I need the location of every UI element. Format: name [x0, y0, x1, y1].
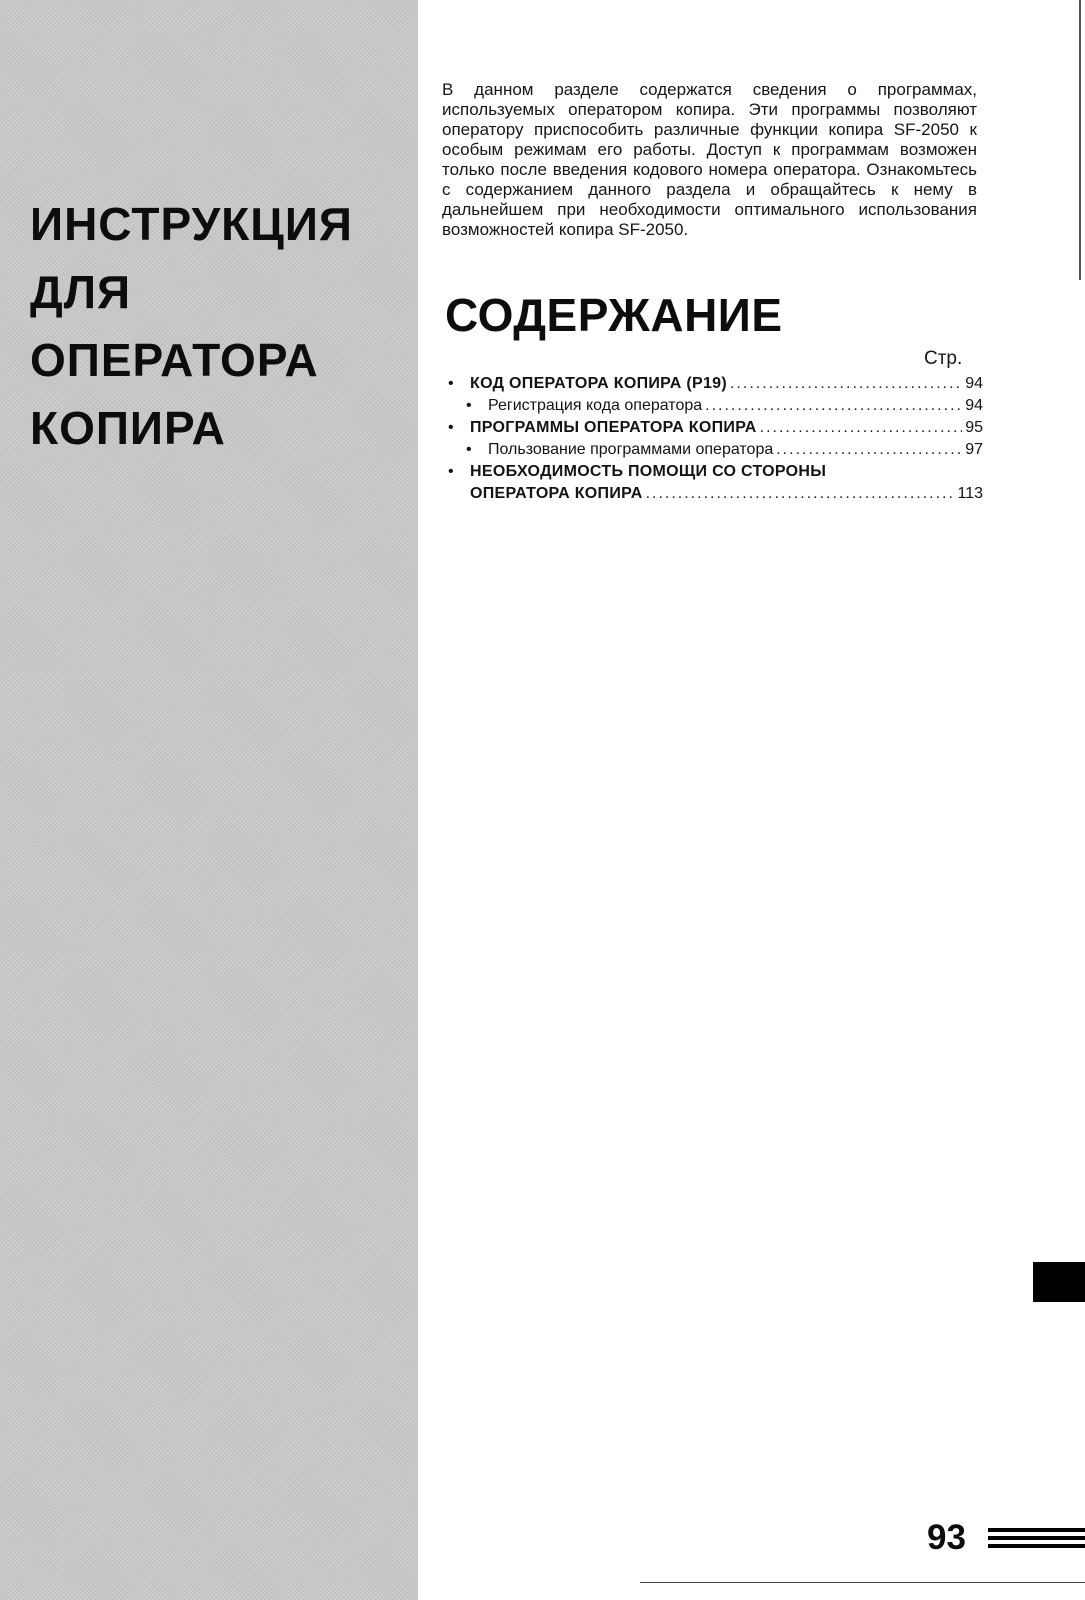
- toc-entry-title: КОД ОПЕРАТОРА КОПИРА (P19): [470, 375, 727, 392]
- page-number: 93: [927, 1518, 966, 1557]
- toc-entry-page: 97: [965, 441, 983, 458]
- section-title: [30, 190, 353, 462]
- toc-entry-title: ПРОГРАММЫ ОПЕРАТОРА КОПИРА: [470, 419, 757, 436]
- toc-leader-dots: [646, 483, 955, 505]
- bullet-icon: •: [466, 397, 472, 414]
- toc-entry-page: 113: [957, 485, 983, 502]
- intro-paragraph: В данном разделе содержатся сведения о программах, используемых оператором копира. Эти программы позволяют оператору приспособить различные функции копира SF-2050 к особым режимам его работы. Доступ к программам возможен только после введения кодового номера оператора. Ознакомьтесь с содержанием данного раздела и обращайтесь к нему в дальнейшем при необходимости оптимального использования возможностей копира SF-2050.: [442, 80, 977, 239]
- right-edge-rule: [1079, 0, 1081, 280]
- toc-leader-dots: [776, 439, 962, 461]
- side-panel: [0, 0, 418, 1600]
- section-title-line: ИНСТРУКЦИЯ: [30, 198, 353, 250]
- toc-entry-title: НЕОБХОДИМОСТЬ ПОМОЩИ СО СТОРОНЫ: [470, 463, 827, 480]
- bullet-icon: •: [448, 375, 454, 392]
- toc-leader-dots: [760, 417, 963, 439]
- toc-entry-title: ОПЕРАТОРА КОПИРА: [470, 485, 643, 502]
- section-title-line: ДЛЯ: [30, 266, 132, 318]
- toc-entry[interactable]: [448, 373, 983, 395]
- toc-entry[interactable]: [448, 461, 983, 483]
- toc-entry-page: 94: [965, 375, 983, 392]
- page-number-lines-icon: [988, 1528, 1085, 1552]
- toc-entry-page: 94: [965, 397, 983, 414]
- section-tab-marker: [1033, 1262, 1085, 1302]
- table-of-contents: [448, 373, 983, 505]
- toc-entry-title: Регистрация кода оператора: [488, 397, 703, 414]
- bottom-rule: [640, 1582, 1085, 1583]
- bullet-icon: •: [448, 463, 454, 480]
- toc-leader-dots: [705, 395, 962, 417]
- toc-heading: СОДЕРЖАНИЕ: [445, 289, 783, 341]
- toc-entry-title: Пользование программами оператора: [488, 441, 774, 458]
- toc-entry[interactable]: [448, 417, 983, 439]
- bullet-icon: •: [448, 419, 454, 436]
- toc-subentry[interactable]: [448, 439, 983, 461]
- toc-entry-continuation[interactable]: [448, 483, 983, 505]
- toc-page-column-label: Стр.: [924, 348, 963, 369]
- section-title-line: ОПЕРАТОРА: [30, 334, 319, 386]
- toc-leader-dots: [730, 373, 962, 395]
- toc-subentry[interactable]: [448, 395, 983, 417]
- section-title-line: КОПИРА: [30, 402, 226, 454]
- bullet-icon: •: [466, 441, 472, 458]
- toc-entry-page: 95: [965, 419, 983, 436]
